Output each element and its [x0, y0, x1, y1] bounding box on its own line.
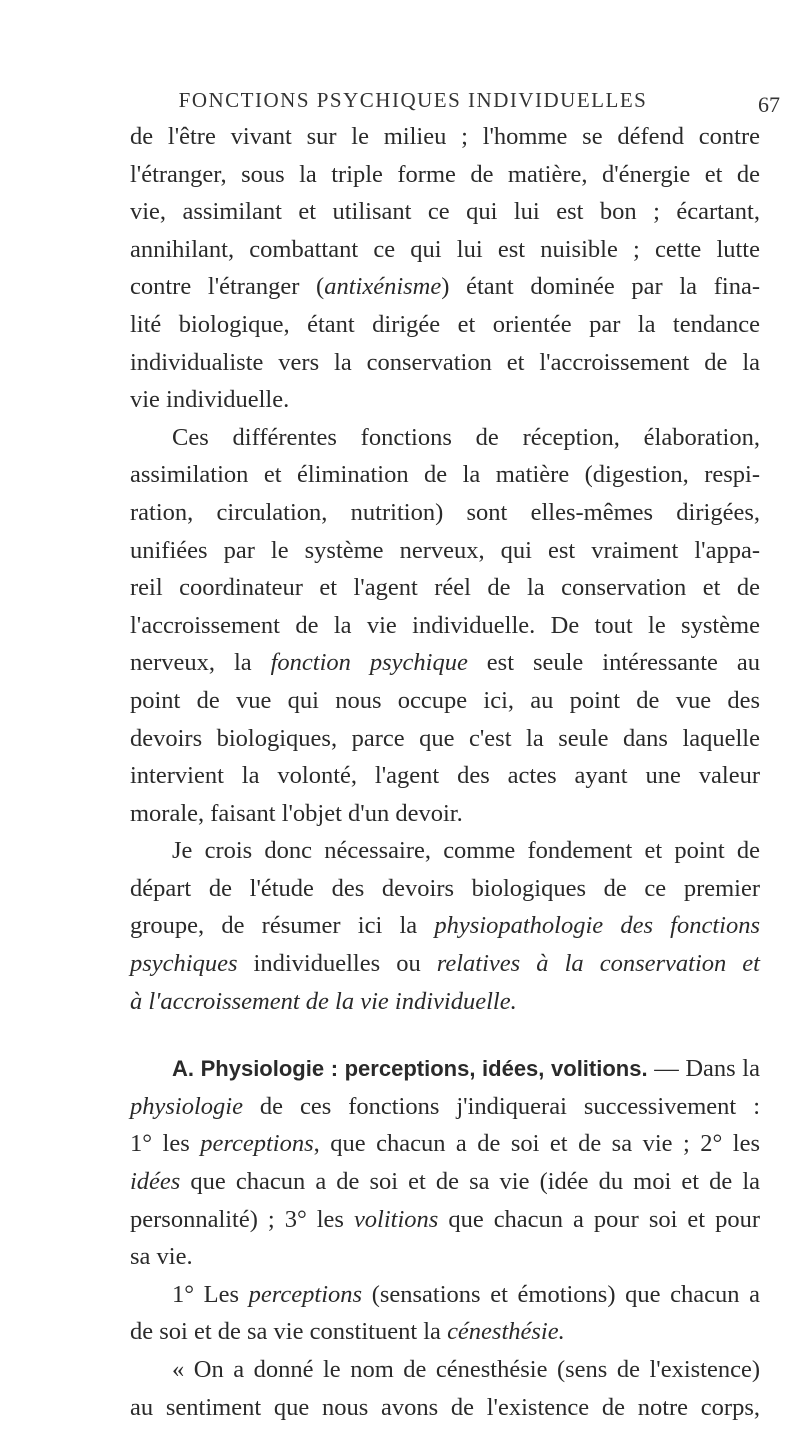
text-line: au sentiment que nous avons de l'existence de notre corps,	[130, 1393, 760, 1421]
text-line: lité biologique, étant dirigée et orientée par la tendance	[130, 310, 760, 338]
text-line: point de vue qui nous occupe ici, au point de vue des	[130, 686, 760, 714]
text-line: « On a donné le nom de cénesthésie (sens de l'existence)	[172, 1356, 760, 1383]
text-line: personnalité) ; 3° les volitions que chacun a pour soi et pour	[130, 1205, 760, 1233]
text-line: vie individuelle.	[130, 386, 290, 414]
text-line: physiologie de ces fonctions j'indiquerai successivement :	[130, 1092, 760, 1120]
text-line: unifiées par le système nerveux, qui est vraiment l'appa-	[130, 536, 760, 564]
text-line: à l'accroissement de la vie individuelle.	[130, 987, 517, 1015]
text-line: de l'être vivant sur le milieu ; l'homme se défend contre	[130, 123, 760, 150]
text-line: départ de l'étude des devoirs biologiques de ce premier	[130, 874, 760, 902]
section-gap	[130, 1020, 760, 1050]
section-heading-line: A. Physiologie : perceptions, idées, volitions. — Dans la	[172, 1055, 760, 1083]
text-line: 1° Les perceptions (sensations et émotions) que chacun a	[172, 1280, 760, 1308]
text-line: 1° les perceptions, que chacun a de soi et de sa vie ; 2° les	[130, 1130, 760, 1158]
text-line: vie, assimilant et utilisant ce qui lui est bon ; écartant,	[130, 198, 760, 226]
text-line: idées que chacun a de soi et de sa vie (idée du moi et de la	[130, 1168, 760, 1196]
text-line: psychiques individuelles ou relatives à la conservation et	[130, 950, 760, 978]
text-line: annihilant, combattant ce qui lui est nuisible ; cette lutte	[130, 235, 760, 263]
text-line: nerveux, la fonction psychique est seule intéressante au	[130, 649, 760, 677]
text-line: de soi et de sa vie constituent la cénesthésie.	[130, 1318, 565, 1346]
text-line: Je crois donc nécessaire, comme fondement et point de	[172, 837, 760, 865]
text-line: intervient la volonté, l'agent des actes ayant une valeur	[130, 762, 760, 790]
running-title: FONCTIONS PSYCHIQUES INDIVIDUELLES	[178, 88, 648, 112]
text-line: Ces différentes fonctions de réception, élaboration,	[172, 423, 760, 451]
text-line: l'étranger, sous la triple forme de matière, d'énergie et de	[130, 160, 760, 188]
text-line: ration, circulation, nutrition) sont elles-mêmes dirigées,	[130, 498, 760, 526]
text-line: morale, faisant l'objet d'un devoir.	[130, 799, 463, 827]
text-block	[130, 118, 760, 1426]
page-number: 67	[758, 92, 780, 117]
text-line: individualiste vers la conservation et l'accroissement de la	[130, 348, 760, 376]
text-line: groupe, de résumer ici la physiopathologie des fonctions	[130, 912, 761, 940]
text-line: assimilation et élimination de la matière (digestion, respi-	[130, 461, 760, 489]
text-line: sa vie.	[130, 1243, 193, 1271]
text-line: devoirs biologiques, parce que c'est la seule dans laquelle	[130, 724, 760, 752]
text-line: contre l'étranger (antixénisme) étant dominée par la fina-	[130, 273, 760, 301]
text-line: l'accroissement de la vie individuelle. De tout le système	[130, 611, 760, 639]
text-line: reil coordinateur et l'agent réel de la conservation et de	[130, 574, 760, 602]
